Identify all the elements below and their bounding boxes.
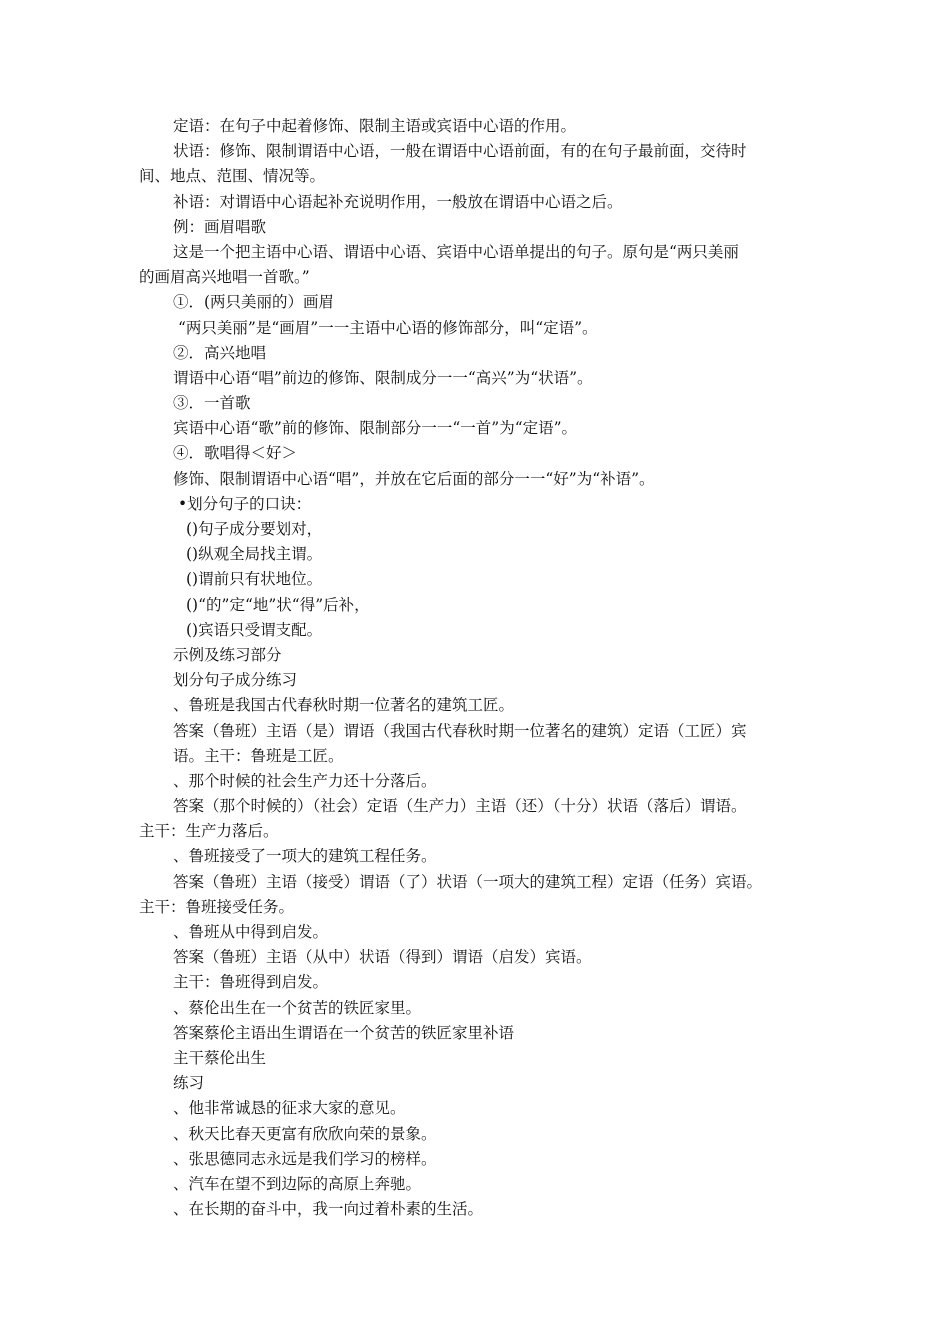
text-line: 间、地点、范围、情况等。 bbox=[139, 167, 326, 186]
text-line: “两只美丽”是“画眉”一一主语中心语的修饰部分，叫“定语”。 bbox=[178, 318, 598, 337]
text-line: 示例及练习部分 bbox=[173, 645, 282, 664]
text-line: ④．歌唱得＜好＞ bbox=[173, 444, 298, 463]
text-line: 、他非常诚恳的征求大家的意见。 bbox=[173, 1099, 406, 1118]
text-line: ①．(两只美丽的）画眉 bbox=[173, 293, 335, 312]
text-line: ()句子成分要划对， bbox=[186, 520, 323, 538]
text-line: 宾语中心语“歌”前的修饰、限制部分一一“一首”为“定语”。 bbox=[173, 419, 578, 438]
text-line: 答案蔡伦主语出生谓语在一个贫苦的铁匠家里补语 bbox=[173, 1023, 515, 1042]
text-line: •划分句子的口诀： bbox=[178, 494, 312, 513]
text-line: 划分句子成分练习 bbox=[173, 671, 298, 690]
text-line: 语。主干：鲁班是工匠。 bbox=[173, 746, 344, 765]
document-body bbox=[139, 114, 817, 1222]
text-line: 、汽车在望不到边际的高原上奔驰。 bbox=[173, 1174, 422, 1193]
text-line: 例：画眉唱歌 bbox=[173, 217, 267, 236]
text-line: 答案（那个时候的）（社会）定语（生产力）主语（还）（十分）状语（落后）谓语。 bbox=[173, 797, 747, 816]
text-line: 、鲁班从中得到启发。 bbox=[173, 923, 329, 941]
text-line: 答案（鲁班）主语（接受）谓语（了）状语（一项大的建筑工程）定语（任务）宾语。 bbox=[173, 872, 763, 891]
text-line: 修饰、限制谓语中心语“唱”，并放在它后面的部分一一“好”为“补语”。 bbox=[173, 469, 655, 488]
text-line: 、鲁班是我国古代春秋时期一位著名的建筑工匠。 bbox=[173, 696, 515, 715]
text-line: ()谓前只有状地位。 bbox=[186, 570, 323, 589]
text-line: 主干：鲁班得到启发。 bbox=[173, 973, 329, 992]
text-line: 定语：在句子中起着修饰、限制主语或宾语中心语的作用。 bbox=[173, 117, 577, 135]
text-line: 状语：修饰、限制谓语中心语，一般在谓语中心语前面，有的在句子最前面，交待时 bbox=[173, 142, 747, 161]
text-line: 、那个时候的社会生产力还十分落后。 bbox=[173, 771, 437, 790]
text-line: 主干：生产力落后。 bbox=[139, 822, 279, 841]
text-line: 的画眉高兴地唱一首歌。” bbox=[139, 268, 310, 287]
text-line: 主干：鲁班接受任务。 bbox=[139, 897, 295, 916]
text-line: ()宾语只受谓支配。 bbox=[186, 620, 323, 639]
text-line: 练习 bbox=[173, 1074, 205, 1093]
text-line: 这是一个把主语中心语、谓语中心语、宾语中心语单提出的句子。原句是“两只美丽 bbox=[173, 242, 739, 261]
text-line: 答案（鲁班）主语（是）谓语（我国古代春秋时期一位著名的建筑）定语（工匠）宾 bbox=[173, 721, 747, 740]
text-line: 、鲁班接受了一项大的建筑工程任务。 bbox=[173, 847, 437, 866]
text-line: 答案（鲁班）主语（从中）状语（得到）谓语（启发）宾语。 bbox=[173, 948, 592, 967]
text-line: ③．一首歌 bbox=[173, 394, 251, 413]
text-line: ②．高兴地唱 bbox=[173, 343, 267, 362]
text-line: 、在长期的奋斗中，我一向过着朴素的生活。 bbox=[173, 1200, 484, 1219]
text-line: 、张思德同志永远是我们学习的榜样。 bbox=[173, 1149, 437, 1168]
text-line: 、蔡伦出生在一个贫苦的铁匠家里。 bbox=[173, 998, 422, 1017]
text-line: ()“的”定“地”状“得”后补， bbox=[186, 595, 370, 614]
text-line: 补语：对谓语中心语起补充说明作用，一般放在谓语中心语之后。 bbox=[173, 192, 623, 211]
text-line: 主干蔡伦出生 bbox=[173, 1048, 267, 1067]
text-line: 谓语中心语“唱”前边的修饰、限制成分一一“高兴”为“状语”。 bbox=[173, 368, 593, 387]
text-line: ()纵观全局找主谓。 bbox=[186, 545, 323, 564]
text-line: 、秋天比春天更富有欣欣向荣的景象。 bbox=[173, 1124, 437, 1143]
